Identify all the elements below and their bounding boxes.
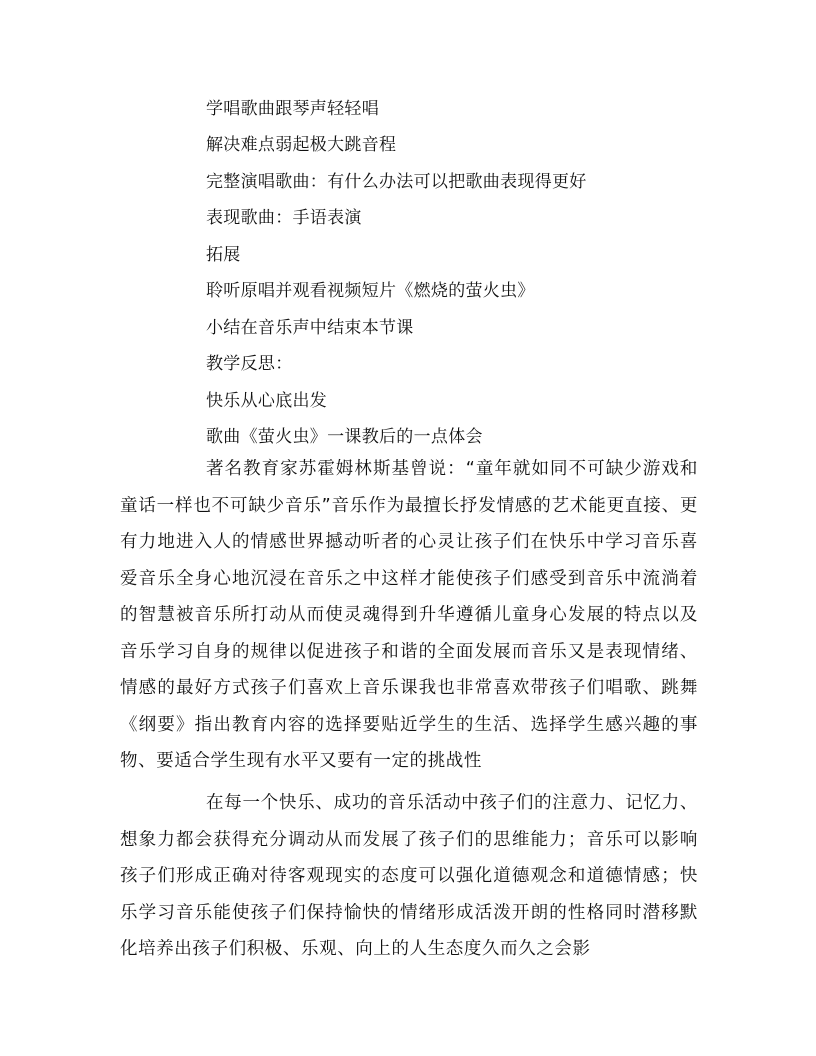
text-line-4: 表现歌曲：手语表演	[206, 208, 362, 228]
body-paragraph-1: 著名教育家苏霍姆林斯基曾说：“童年就如同不可缺少游戏和童话一样也不可缺少音乐”音乐作为最擅长抒发情感的艺术能更直接、更有力地进入人的情感世界撼动听者的心灵让孩子们在快乐中学习音乐喜爱音乐全身心地沉浸在音乐之中这样才能使孩子们感受到音乐中流淌着的智慧被音乐所打动从而使灵魂得到升华遵循儿童身心发展的特点以及音乐学习自身的规律以促进孩子和谐的全面发展而音乐又是表现情绪、情感的最好方式孩子们喜欢上音乐课我也非常喜欢带孩子们唱歌、跳舞《纲要》指出教育内容的选择要贴近学生的生活、选择学生感兴趣的事物、要适合学生现有水平又要有一定的挑战性	[120, 459, 698, 771]
text-line-10: 歌曲《萤火虫》一课教后的一点体会	[206, 427, 483, 447]
body-paragraph-2: 在每一个快乐、成功的音乐活动中孩子们的注意力、记忆力、想象力都会获得充分调动从而发展了孩子们的思维能力；音乐可以影响孩子们形成正确对待客观现实的态度可以强化道德观念和道德情感；快乐学习音乐能使孩子们保持愉快的情绪形成活泼开朗的性格同时潜移默化培养出孩子们积极、乐观、向上的人生态度久而久之会影	[120, 793, 698, 959]
text-line-8: 教学反思：	[206, 354, 293, 374]
text-line-9: 快乐从心底出发	[206, 391, 328, 411]
text-line-2: 解决难点弱起极大跳音程	[206, 135, 397, 155]
text-line-1: 学唱歌曲跟琴声轻轻唱	[206, 99, 379, 119]
text-line-3: 完整演唱歌曲：有什么办法可以把歌曲表现得更好	[206, 172, 587, 192]
text-line-5: 拓展	[206, 245, 241, 265]
text-line-6: 聆听原唱并观看视频短片《燃烧的萤火虫》	[206, 281, 535, 301]
text-line-7: 小结在音乐声中结束本节课	[206, 318, 414, 338]
